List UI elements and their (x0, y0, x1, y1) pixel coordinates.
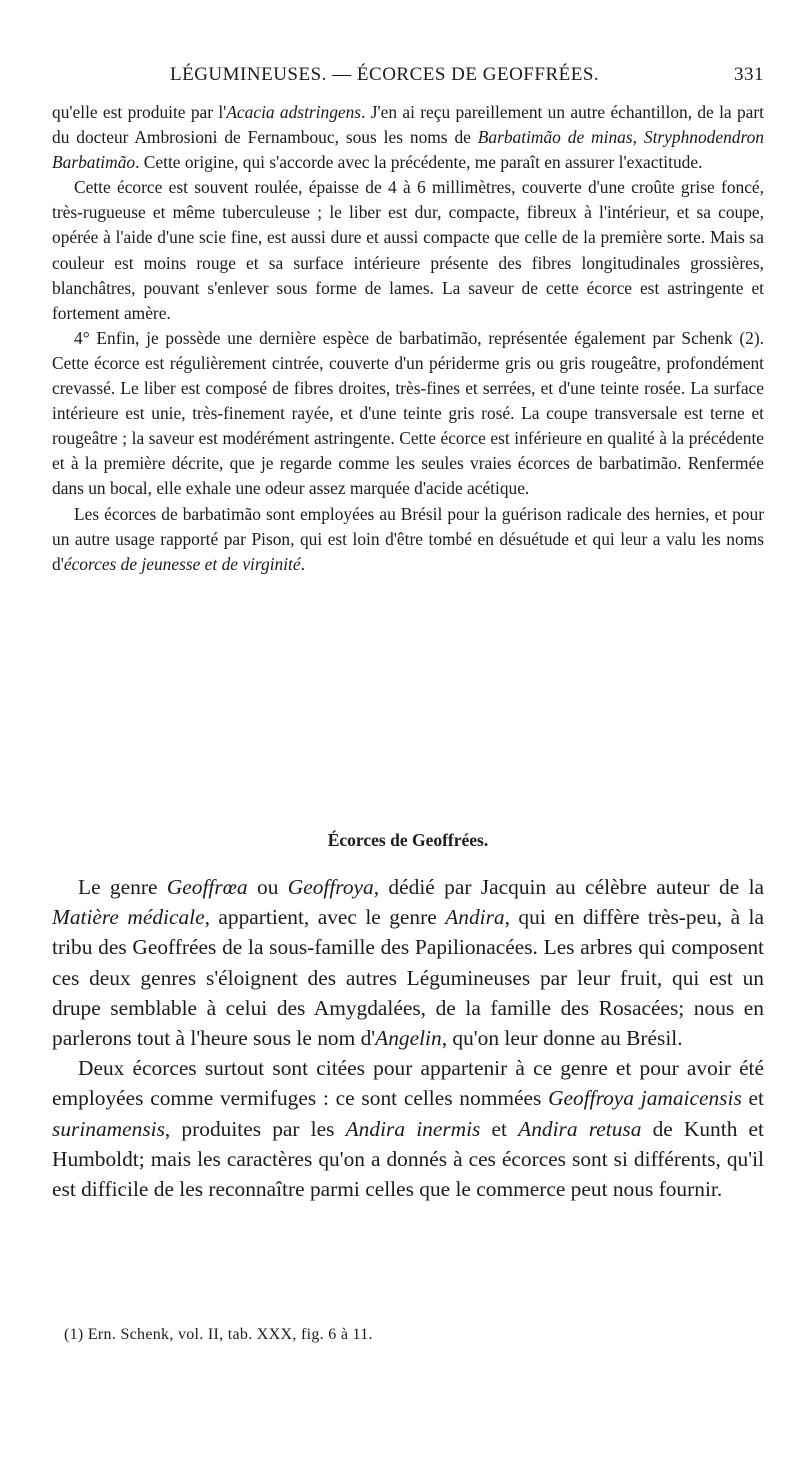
italic-term: Stryphnodendron Barbatimão (52, 127, 764, 173)
running-header (52, 64, 764, 96)
italic-term: Matière médicale (52, 905, 205, 930)
body-paragraph: qu'elle est produite par l'Acacia adstringens. J'en ai reçu pareillement un autre échantillon, de la part du docteur Ambrosioni de Fernambouc, sous les noms de Barbatimão de minas, Stryphnodendron Barbatimão. Cette origine, qui s'accorde avec la précédente, me paraît en assurer l'exactitude. (52, 102, 764, 173)
section-body-text (52, 872, 764, 1204)
italic-term: Geoffroya (287, 875, 374, 899)
section-paragraph: Le genre Geoffrœa ou Geoffroya, dédié par Jacquin au célèbre auteur de la Matière médicale, appartient, avec le genre Andira, qui en diffère très-peu, à la tribu des Geoffrées de la sous-famille des Papilionacées. Les arbres qui composent ces deux genres s'éloignent des autres Légumineuses par leur fruit, qui est un drupe semblable à celui des Amygdalées, de la famille des Rosacées; nous en parlerons tout à l'heure sous le nom d'Angelin, qu'on leur donne au Brésil. (52, 875, 765, 1051)
italic-term: Geoffroya jamaicensis (548, 1086, 742, 1111)
page-number: 331 (734, 64, 764, 85)
body-paragraph: 4° Enfin, je possède une dernière espèce de barbatimão, représentée également par Schenk (2). Cette écorce est régulièrement cintrée, couverte d'un périderme gris ou gris rougeâtre, profondément crevassé. Le liber est composé de fibres droites, très-fines et serrées, et d'une teinte rosée. La surface intérieure est unie, très-finement rayée, et d'une teinte gris rosé. La coupe transversale est terne et rougeâtre ; la saveur est modérément astringente. Cette écorce est inférieure en qualité à la précédente et à la première décrite, que je regarde comme les seules vraies écorces de barbatimão. Renfermée dans un bocal, elle exhale une odeur assez marquée d'acide acétique. (52, 327, 764, 499)
italic-term: Angelin (375, 1026, 442, 1051)
italic-term: Andira retusa (518, 1116, 642, 1141)
body-text (52, 100, 764, 577)
body-paragraph: Les écorces de barbatimão sont employées au Brésil pour la guérison radicale des hernies, et pour un autre usage rapporté par Pison, qui est loin d'être tombé en désuétude et qui leur a valu les noms d'écorces de jeunesse et de virginité. (52, 503, 764, 574)
body-paragraph: Cette écorce est souvent roulée, épaisse de 4 à 6 millimètres, couverte d'une croûte grise foncé, très-rugueuse et même tuberculeuse ; le liber est dur, compacte, fibreux à l'intérieur, et sa coupe, opérée à l'aide d'une scie fine, est aussi dure et aussi compacte que celle de la première sorte. Mais sa couleur est moins rouge et sa surface intérieure présente des fibres longitudinales grossières, blanchâtres, pouvant s'enlever sous forme de lames. La saveur de cette écorce est astringente et fortement amère. (52, 177, 764, 323)
italic-term: écorces de jeunesse et de virginité (63, 553, 301, 574)
section-title: Écorces de Geoffrées. (327, 830, 489, 850)
italic-term: surinamensis (52, 1116, 165, 1141)
italic-term: Geoffrœa (166, 875, 248, 899)
running-title: LÉGUMINEUSES. — ÉCORCES DE GEOFFRÉES. (170, 64, 600, 85)
italic-term: Acacia adstringens (226, 102, 362, 122)
section-paragraph: Deux écorces surtout sont citées pour appartenir à ce genre et pour avoir été employées comme vermifuges : ce sont celles nommées Geoffroya jamaicensis et surinamensis, produites par les Andira inermis et Andira retusa de Kunth et Humboldt; mais les caractères qu'on a donnés à ces écorces sont si différents, qu'il est difficile de les reconnaître parmi celles que le commerce peut nous fournir. (52, 1056, 764, 1202)
italic-term: Andira (445, 905, 505, 930)
footnote: (1) Ern. Schenk, vol. II, tab. XXX, fig. 6 à 11. (64, 1326, 373, 1343)
italic-term: Andira inermis (345, 1116, 481, 1141)
italic-term: Barbatimão de minas (477, 127, 633, 148)
